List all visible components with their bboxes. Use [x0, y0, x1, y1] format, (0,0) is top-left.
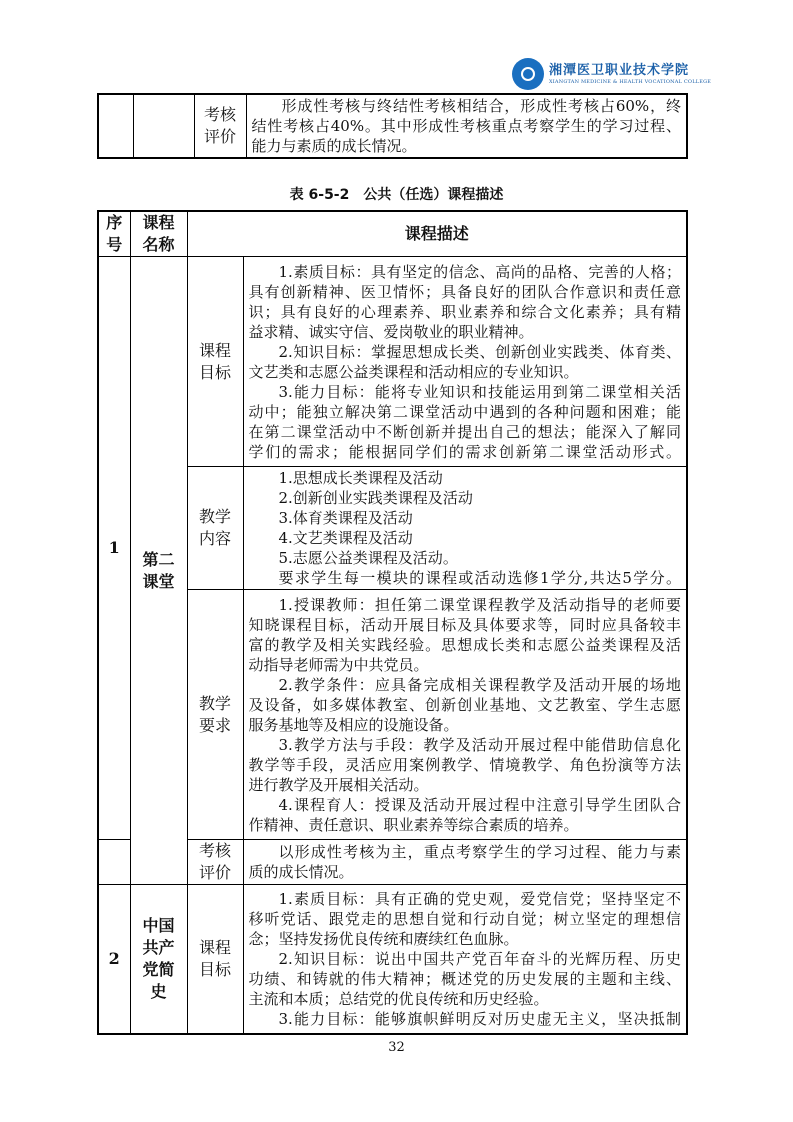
page-number: 32	[388, 1040, 405, 1055]
course-name-line: 中国	[142, 915, 175, 935]
text-line: 2.创新创业实践类课程及活动	[278, 489, 473, 507]
empty-name-cell	[133, 94, 194, 158]
text-line: 动指导老师需为中共党员。	[248, 655, 429, 674]
text-line: 要求学生每一模块的课程或活动选修1学分,共达5学分。	[278, 569, 681, 587]
course-seq: 2	[98, 885, 130, 1034]
text-line: 文艺类和志愿公益类课程和活动相应的专业知识。	[248, 362, 579, 381]
course-name-line: 课堂	[142, 571, 175, 591]
text-line: 2.知识目标：掌握思想成长类、创新创业实践类、体育类、	[278, 342, 681, 361]
logo-emblem-icon	[512, 58, 544, 90]
text-line: 1.思想成长类课程及活动	[278, 469, 443, 487]
text-line: 知晓课程目标，活动开展目标及具体要求等，同时应具备较丰	[248, 615, 681, 634]
table-row	[98, 257, 687, 467]
text-line: 识；具有良好的心理素养、职业素养和综合文化素养；具有精	[248, 302, 681, 321]
section-label-line: 内容	[198, 529, 231, 548]
text-line: 移听党话、跟党走的思想自觉和行动自觉；树立坚定的理想信	[248, 909, 681, 928]
section-label	[187, 840, 243, 885]
course-description-table	[97, 210, 688, 1035]
section-text	[243, 467, 687, 590]
section-label	[187, 467, 243, 590]
text-line: 富的教学及相关实践经验。思想成长类和志愿公益类课程及活	[248, 635, 681, 654]
section-text	[243, 257, 687, 467]
section-text	[243, 590, 687, 840]
text-line: 2.教学条件：应具备完成相关课程教学及活动开展的场地	[278, 675, 681, 694]
course-name-line: 共产	[142, 937, 175, 957]
text-line: 动中；能独立解决第二课堂活动中遇到的各种问题和困难；能	[248, 402, 681, 421]
section-text	[243, 840, 687, 885]
section-text	[243, 885, 687, 1034]
table-header-row	[98, 211, 687, 257]
section-label-line: 教学	[198, 693, 231, 713]
text-line: 3.体育类课程及活动	[278, 509, 413, 527]
empty-seq-cell	[98, 94, 133, 158]
text-line: 3.能力目标：能将专业知识和技能运用到第二课堂相关活	[278, 382, 681, 401]
empty-seq-cell	[98, 840, 130, 885]
section-label	[187, 257, 243, 467]
section-label-line: 目标	[198, 362, 231, 382]
section-label-line: 课程	[198, 340, 231, 360]
text-line: 5.志愿公益类课程及活动。	[278, 549, 458, 567]
text-line: 主流和本质；总结党的优良传统和历史经验。	[248, 989, 549, 1008]
college-logo	[512, 58, 711, 90]
text-line: 3.能力目标：能够旗帜鲜明反对历史虚无主义，坚决抵制	[278, 1009, 681, 1028]
table-caption: 表 6-5-2 公共（任选）课程描述	[289, 187, 504, 203]
text-line: 及设备，如多媒体教室、创新创业基地、文艺教室、学生志愿	[248, 695, 681, 714]
text-line: 学们的需求；能根据同学们的需求创新第二课堂活动形式。	[248, 442, 681, 461]
text-line: 2.知识目标：说出中国共产党百年奋斗的光辉历程、历史	[278, 949, 681, 968]
text-line: 1.素质目标：具有正确的党史观，爱党信党；坚持坚定不	[278, 889, 681, 908]
text-line: 作精神、责任意识、职业素养等综合素质的培养。	[248, 815, 579, 834]
course-seq: 1	[98, 257, 130, 840]
text-line: 念；坚持发扬优良传统和赓续红色血脉。	[248, 929, 519, 948]
logo-name-en: XIANGTAN MEDICINE & HEALTH VOCATIONAL COLLEGE	[549, 78, 712, 85]
text-line: 以形成性考核为主，重点考察学生的学习过程、能力与素	[278, 843, 681, 861]
section-label-line: 考核	[198, 841, 231, 860]
text-line: 质的成长情况。	[248, 863, 354, 881]
section-label-line: 目标	[198, 959, 231, 979]
text-line: 1.授课教师：担任第二课堂课程教学及活动指导的老师要	[278, 595, 681, 614]
course-name-line: 史	[150, 981, 167, 1001]
text-line: 4.文艺类课程及活动	[278, 529, 413, 547]
continued-table	[97, 93, 688, 159]
table-row	[98, 590, 687, 840]
section-label	[187, 590, 243, 840]
header-name: 课程 名称	[130, 211, 187, 257]
section-label	[187, 885, 243, 1034]
section-label-line: 教学	[198, 507, 231, 526]
section-label-line: 评价	[198, 863, 231, 882]
section-label-line: 课程	[198, 937, 231, 957]
text-line: 益求精、诚实守信、爱岗敬业的职业精神。	[248, 322, 534, 341]
text-line: 具有创新精神、医卫情怀；具备良好的团队合作意识和责任意	[248, 282, 681, 301]
header-description: 课程描述	[187, 211, 687, 257]
text-line: 功绩、和铸就的伟大精神；概述党的历史发展的主题和主线、	[248, 969, 681, 988]
table-row	[98, 467, 687, 590]
table-row	[98, 885, 687, 1034]
text-line: 服务基地等及相应的设施设备。	[248, 715, 459, 734]
assessment-label: 考核 评价	[194, 94, 246, 158]
assessment-text: 形成性考核与终结性考核相结合，形成性考核占60%，终 结性考核占40%。其中形成性考核重点考察学生的学习过程、 能力与素质的成长情况。	[246, 94, 687, 158]
course-name	[130, 885, 187, 1034]
table-row	[98, 840, 687, 885]
text-line: 教学等手段，灵活应用案例教学、情境教学、角色扮演等方法	[248, 755, 681, 774]
text-line: 进行教学及开展相关活动。	[248, 775, 429, 794]
text-line: 在第二课堂活动中不断创新并提出自己的想法；能深入了解同	[248, 422, 681, 441]
course-name-line: 第二	[142, 549, 175, 569]
section-label-line: 要求	[198, 715, 231, 735]
text-line: 4.课程育人：授课及活动开展过程中注意引导学生团队合	[278, 795, 681, 814]
header-seq: 序 号	[98, 211, 130, 257]
logo-name-cn: 湘潭医卫职业技术学院	[549, 62, 690, 78]
text-line: 1.素质目标：具有坚定的信念、高尚的品格、完善的人格；	[278, 262, 681, 281]
text-line: 3.教学方法与手段：教学及活动开展过程中能借助信息化	[278, 735, 681, 754]
course-name	[130, 257, 187, 885]
course-name-line: 党简	[142, 959, 175, 979]
